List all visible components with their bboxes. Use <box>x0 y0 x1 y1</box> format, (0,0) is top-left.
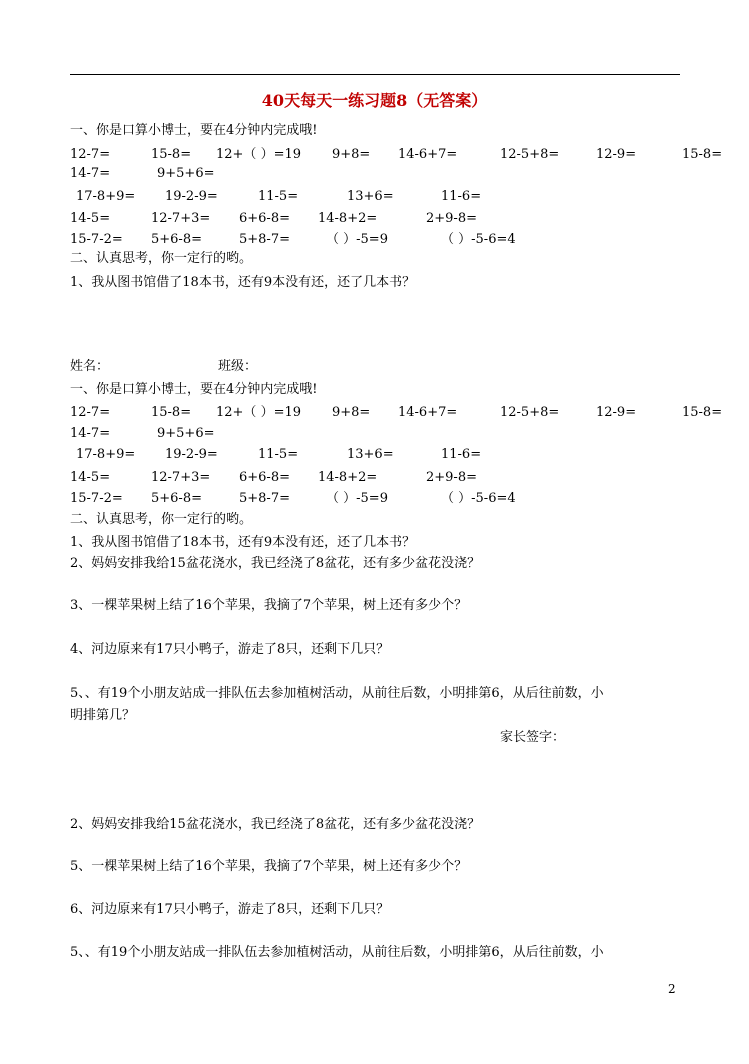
math-item: 12-9= <box>596 147 637 162</box>
math-item: 12+（ ）=19 <box>216 405 302 420</box>
math-item: （ ）-5-6=4 <box>441 491 516 506</box>
math-item: 15-8= <box>682 147 723 162</box>
math-item: 12-7+3= <box>151 470 211 485</box>
math-item: 2+9-8= <box>426 211 477 226</box>
question: 6、河边原来有17只小鸭子，游走了8只，还剩下几只？ <box>70 902 390 917</box>
math-item: 5+6-8= <box>151 232 202 247</box>
name-label: 姓名： <box>70 359 110 374</box>
math-item: 6+6-8= <box>239 211 290 226</box>
math-item: 6+6-8= <box>239 470 290 485</box>
question: 1、我从图书馆借了18本书，还有9本没有还，还了几本书？ <box>70 275 416 290</box>
math-item: 9+8= <box>332 147 371 162</box>
class-label: 班级： <box>218 359 258 374</box>
question: 5、、有19个小朋友站成一排队伍去参加植树活动，从前往后数，小明排第6，从后往前数，小 <box>70 686 604 701</box>
math-item: 9+5+6= <box>157 166 215 181</box>
math-item: 17-8+9= <box>76 189 136 204</box>
math-item: 14-8+2= <box>318 470 378 485</box>
parent-signature-label: 家长签字： <box>500 730 566 745</box>
math-item: 13+6= <box>347 447 394 462</box>
math-item: 9+5+6= <box>157 426 215 441</box>
math-item: 17-8+9= <box>76 447 136 462</box>
math-item: 11-6= <box>441 447 482 462</box>
question-continuation: 明排第几？ <box>70 708 136 723</box>
math-item: 14-5= <box>70 470 111 485</box>
math-item: 5+6-8= <box>151 491 202 506</box>
question: 1、我从图书馆借了18本书，还有9本没有还，还了几本书？ <box>70 535 416 550</box>
math-item: 11-5= <box>258 447 299 462</box>
math-item: （ ）-5-6=4 <box>441 232 516 247</box>
math-item: 11-5= <box>258 189 299 204</box>
math-item: （ ）-5=9 <box>326 491 388 506</box>
page-title: 40天每天一练习题8（无答案） <box>261 91 488 110</box>
math-item: 15-8= <box>151 405 192 420</box>
question: 5、、有19个小朋友站成一排队伍去参加植树活动，从前往后数，小明排第6，从后往前数，小 <box>70 945 604 960</box>
question: 3、一棵苹果树上结了16个苹果，我摘了7个苹果，树上还有多少个？ <box>70 598 468 613</box>
header-rule <box>70 74 680 75</box>
math-item: 19-2-9= <box>165 189 218 204</box>
math-item: 2+9-8= <box>426 470 477 485</box>
question: 5、一棵苹果树上结了16个苹果，我摘了7个苹果，树上还有多少个？ <box>70 859 468 874</box>
question: 2、妈妈安排我给15盆花浇水，我已经浇了8盆花，还有多少盆花没浇？ <box>70 817 481 832</box>
math-item: 9+8= <box>332 405 371 420</box>
math-item: 15-8= <box>682 405 723 420</box>
math-item: 14-7= <box>70 166 111 181</box>
math-item: 12-5+8= <box>500 147 560 162</box>
section-heading-oral-math: 一、你是口算小博士，要在4分钟内完成哦! <box>70 123 318 138</box>
math-item: 15-7-2= <box>70 491 123 506</box>
math-item: 19-2-9= <box>165 447 218 462</box>
math-item: 12-7= <box>70 405 111 420</box>
section-heading-thinking: 二、认真思考，你一定行的哟。 <box>70 512 253 527</box>
math-item: 15-7-2= <box>70 232 123 247</box>
math-item: 5+8-7= <box>239 232 290 247</box>
math-item: 12-7= <box>70 147 111 162</box>
math-item: 14-8+2= <box>318 211 378 226</box>
page-number: 2 <box>668 982 676 996</box>
question: 4、河边原来有17只小鸭子，游走了8只，还剩下几只？ <box>70 642 390 657</box>
math-item: 13+6= <box>347 189 394 204</box>
math-item: 12+（ ）=19 <box>216 147 302 162</box>
math-item: 14-6+7= <box>398 405 458 420</box>
question: 2、妈妈安排我给15盆花浇水，我已经浇了8盆花，还有多少盆花没浇？ <box>70 556 481 571</box>
math-item: 11-6= <box>441 189 482 204</box>
math-item: 12-9= <box>596 405 637 420</box>
math-item: 12-7+3= <box>151 211 211 226</box>
math-item: 15-8= <box>151 147 192 162</box>
section-heading-thinking: 二、认真思考，你一定行的哟。 <box>70 251 253 266</box>
math-item: 5+8-7= <box>239 491 290 506</box>
math-item: 14-5= <box>70 211 111 226</box>
math-item: 14-6+7= <box>398 147 458 162</box>
math-item: 12-5+8= <box>500 405 560 420</box>
math-item: （ ）-5=9 <box>326 232 388 247</box>
section-heading-oral-math: 一、你是口算小博士，要在4分钟内完成哦! <box>70 382 318 397</box>
math-item: 14-7= <box>70 426 111 441</box>
